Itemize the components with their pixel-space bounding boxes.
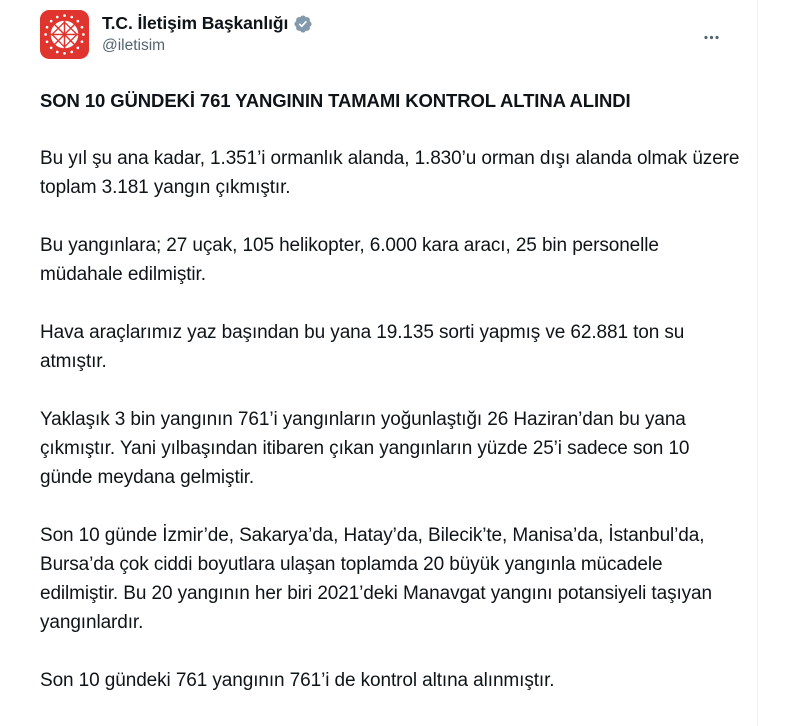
verified-badge-icon (293, 14, 313, 34)
timeline-right-border (757, 0, 758, 726)
user-handle[interactable]: @iletisim (102, 37, 166, 54)
tweet-paragraph: Hava araçlarımız yaz başından bu yana 19.135 sorti yapmış ve 62.881 ton su atmıştır. (40, 322, 685, 372)
tweet-paragraph: Yaklaşık 3 bin yangının 761’i yangınların yoğunlaştığı 26 Haziran’dan bu yana çıkmıştır. Yani yılbaşından itibaren çıkan yangınların yüzde 25’i sadece son 10 günde meydana gelmiştir. (40, 409, 690, 488)
tweet-title: SON 10 GÜNDEKİ 761 YANGININ TAMAMI KONTROL ALTINA ALINDI (40, 90, 631, 111)
tweet-paragraph: Bu yangınlara; 27 uçak, 105 helikopter, 6.000 kara aracı, 25 bin personelle müdahale edilmiştir. (40, 235, 659, 285)
ellipsis-icon (702, 28, 721, 47)
tweet-card (40, 10, 742, 695)
display-name[interactable]: T.C. İletişim Başkanlığı (102, 12, 289, 33)
tweet-paragraph: Son 10 gündeki 761 yangının 761’i de kontrol altına alınmıştır. (40, 670, 555, 691)
tweet-paragraph: Bu yıl şu ana kadar, 1.351’i ormanlık alanda, 1.830’u orman dışı alanda olmak üzere toplam 3.181 yangın çıkmıştır. (40, 148, 740, 198)
tweet-text (40, 86, 742, 695)
tweet-paragraph: Son 10 günde İzmir’de, Sakarya’da, Hatay’da, Bilecik’te, Manisa’da, İstanbul’da, Bursa’da çok ciddi boyutlara ulaşan toplamda 20 büyük yangınla mücadele edilmiştir. Bu 20 yangının her biri 2021’deki Manavgat yangını potansiyeli taşıyan yangınlardır. (40, 525, 712, 633)
iletisim-baskanligi-logo-icon (40, 10, 89, 59)
profile-avatar[interactable] (40, 10, 89, 59)
user-block (102, 10, 313, 55)
tweet-header (40, 10, 742, 59)
more-options-button[interactable] (694, 20, 728, 54)
